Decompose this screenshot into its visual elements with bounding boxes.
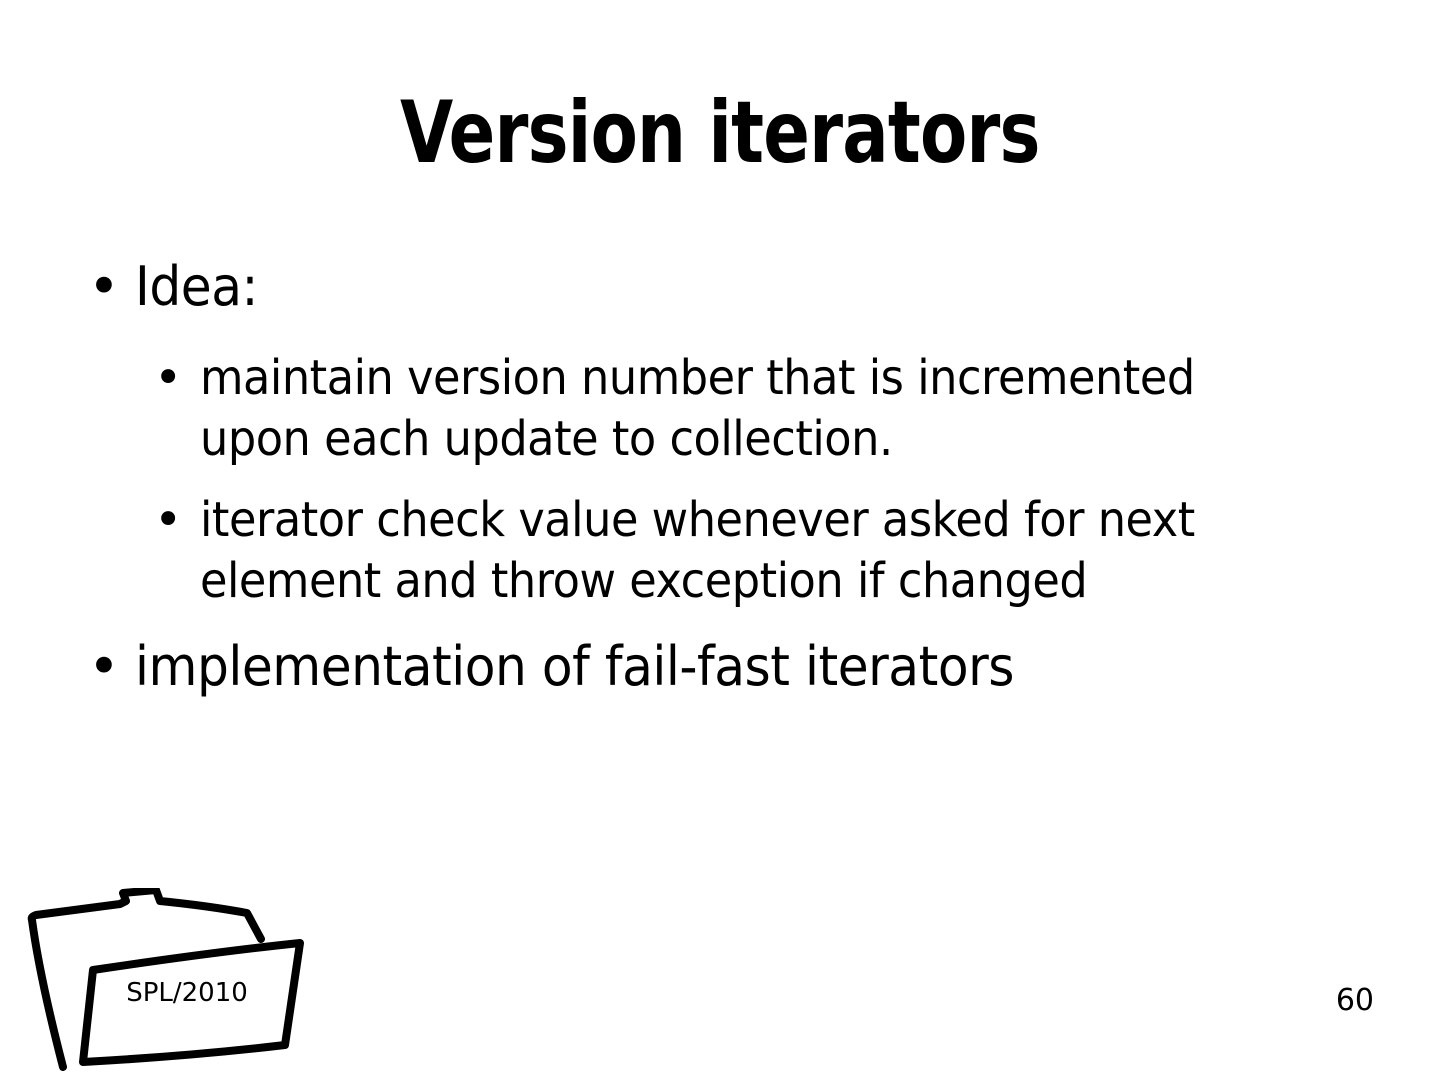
bullet-line: Idea: <box>135 255 258 318</box>
logo-label: SPL/2010 <box>126 978 248 1008</box>
bullet-item <box>154 490 1388 612</box>
bullet-text <box>135 252 1388 322</box>
slide-title: Version iterators <box>400 83 1040 183</box>
bullet-text <box>200 490 1388 612</box>
bullet-icon: • <box>154 492 183 548</box>
folder-logo-icon <box>15 888 315 1080</box>
bullet-line: maintain version number that is incremented <box>200 350 1195 406</box>
bullet-line: implementation of fail-fast iterators <box>135 635 1014 698</box>
bullet-item <box>154 348 1388 470</box>
bullet-line: element and throw exception if changed <box>200 553 1088 609</box>
bullet-text <box>135 632 1388 702</box>
bullet-line: upon each update to collection. <box>200 411 893 467</box>
bullet-list <box>88 252 1388 728</box>
bullet-text <box>200 348 1388 470</box>
bullet-icon: • <box>154 350 183 406</box>
bullet-item <box>88 252 1388 322</box>
bullet-icon: • <box>88 635 120 698</box>
slide-title-row <box>0 83 1440 183</box>
bullet-icon: • <box>88 255 120 318</box>
bullet-item <box>88 632 1388 702</box>
bullet-line: iterator check value whenever asked for next <box>200 492 1195 548</box>
page-number: 60 <box>1335 983 1374 1018</box>
